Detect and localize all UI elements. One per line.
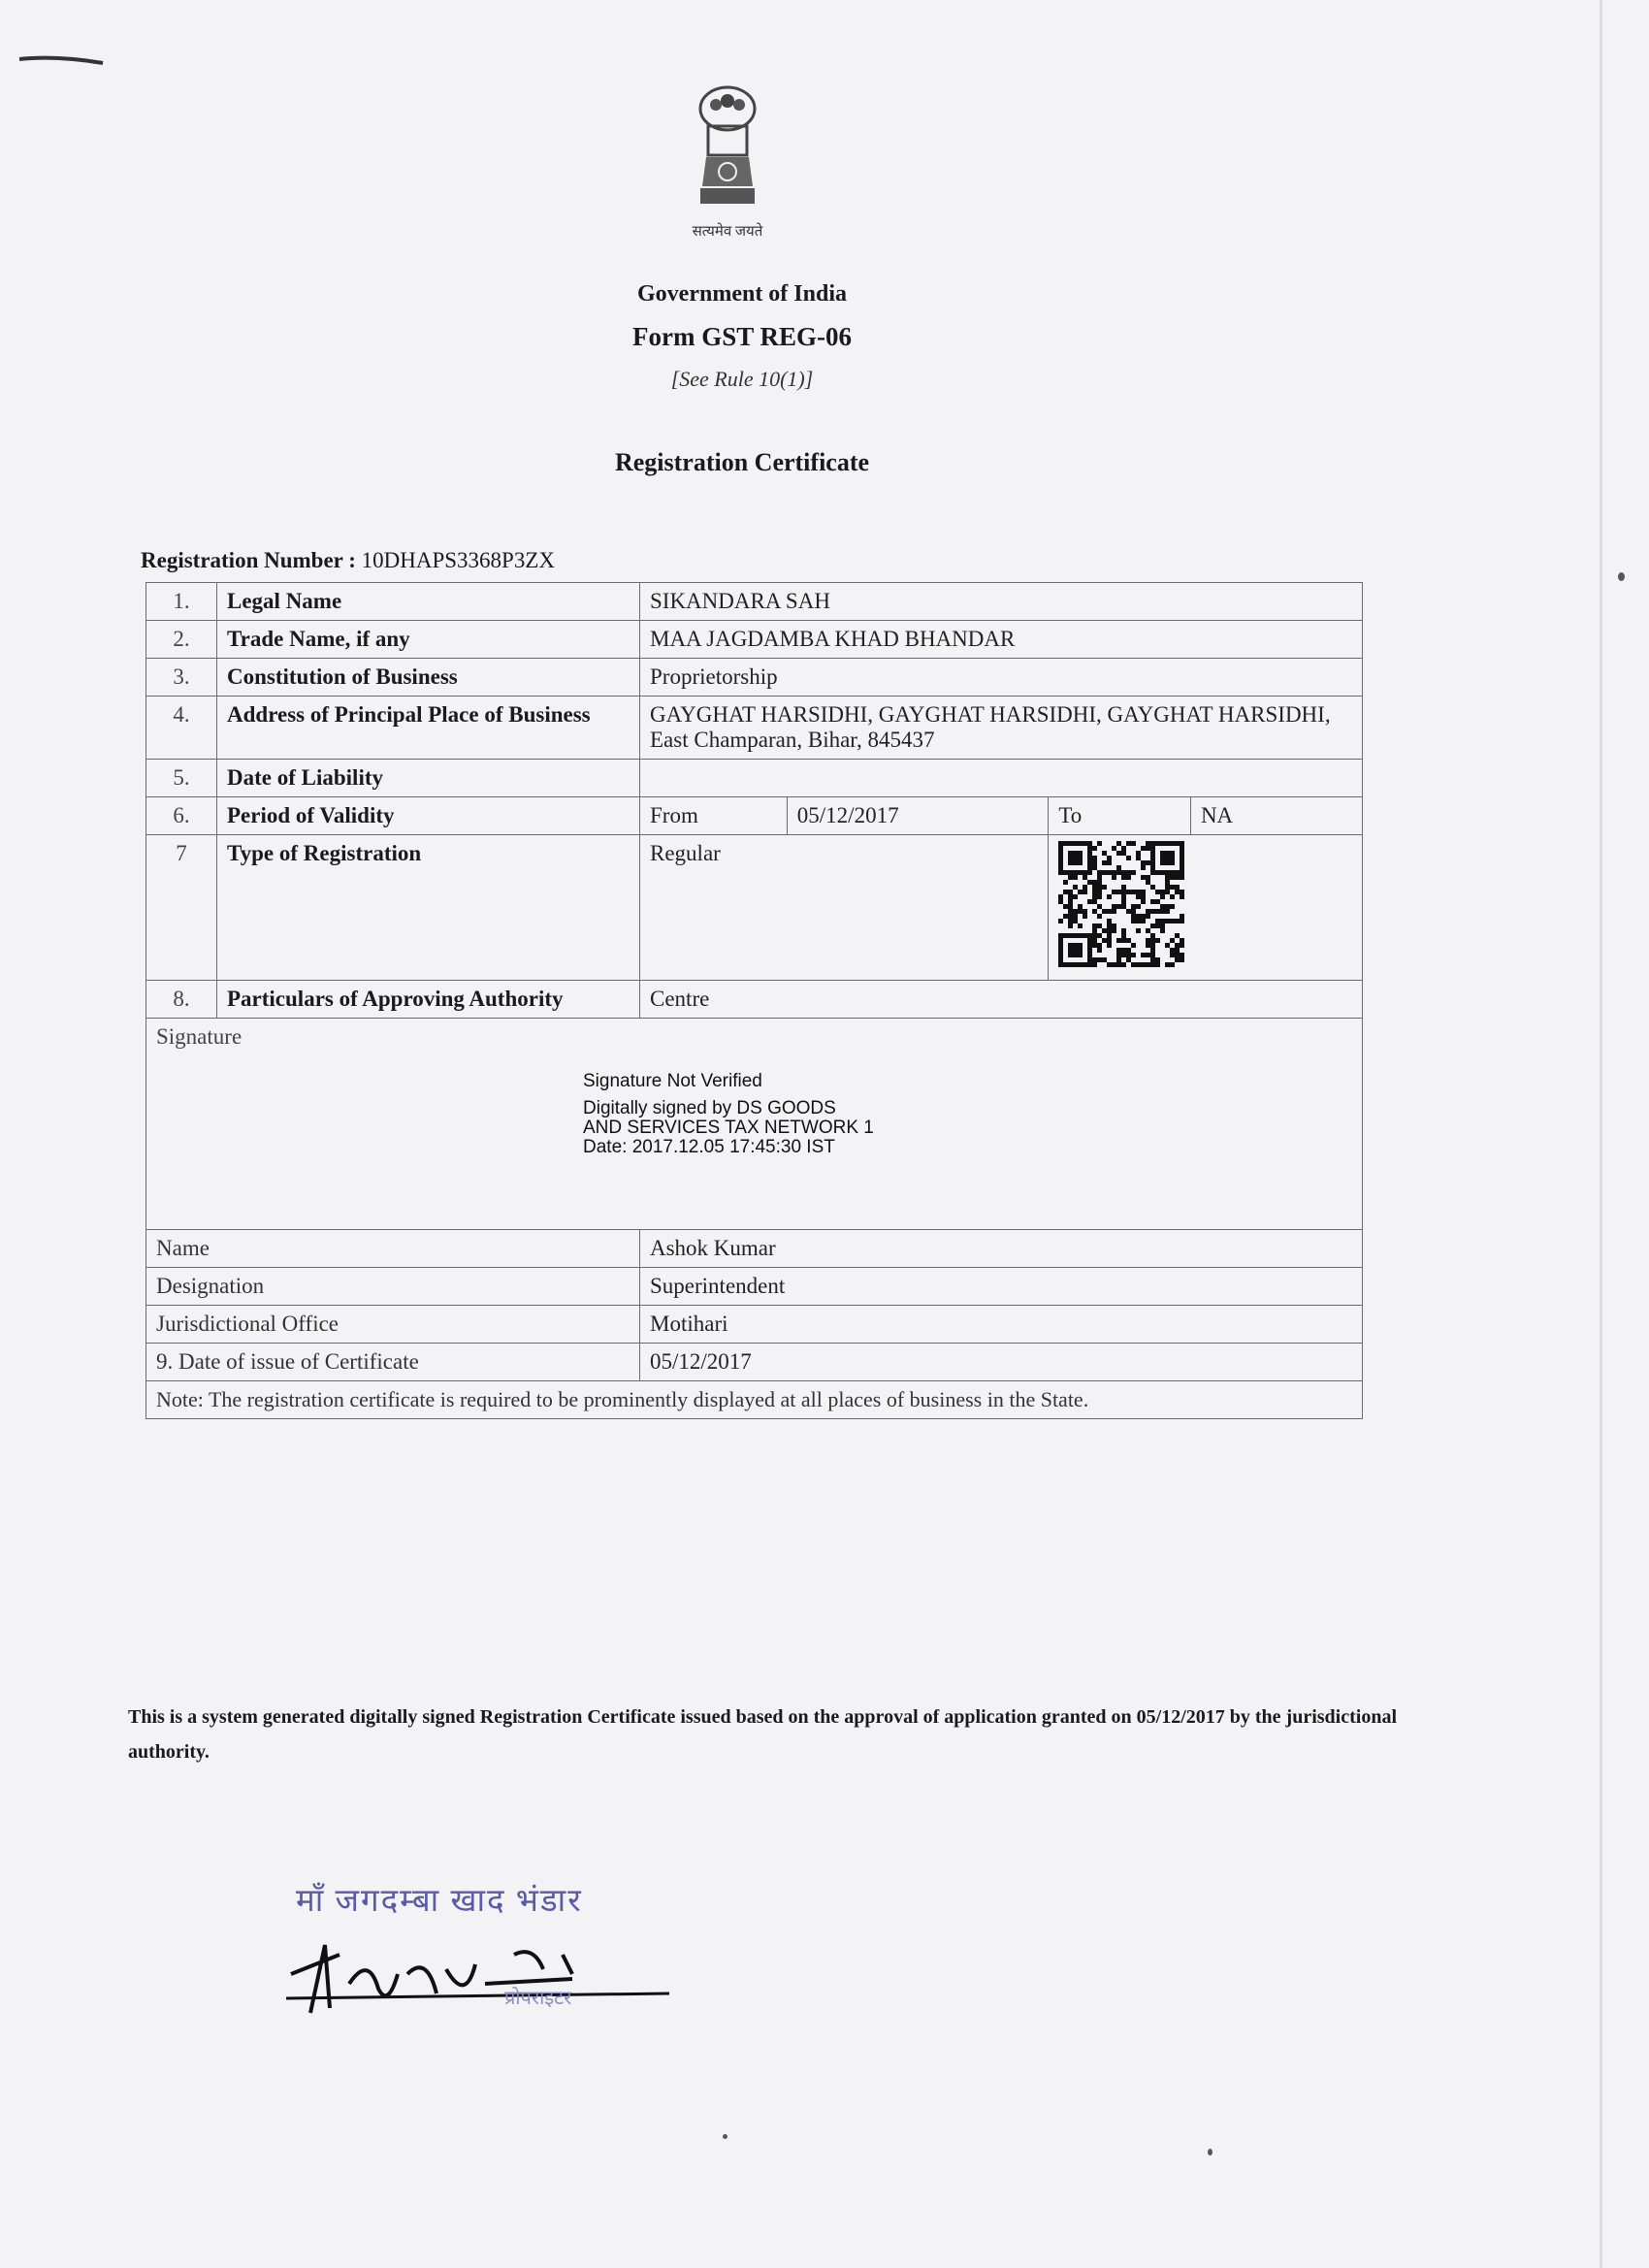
row-value: Centre: [640, 981, 1363, 1019]
table-row: [146, 760, 1363, 797]
row-value: Proprietorship: [640, 659, 1363, 697]
row-label: Date of Liability: [217, 760, 640, 797]
row-value: MAA JAGDAMBA KHAD BHANDAR: [640, 621, 1363, 659]
row-number: 5.: [146, 760, 217, 797]
row-label: Period of Validity: [217, 797, 640, 835]
shop-stamp: माँ जगदम्बा खाद भंडार: [296, 1884, 583, 1919]
registration-number-label: Registration Number :: [141, 548, 356, 572]
officer-value: Motihari: [640, 1306, 1363, 1344]
row-number: 4.: [146, 697, 217, 760]
row-label: Constitution of Business: [217, 659, 640, 697]
row-value: GAYGHAT HARSIDHI, GAYGHAT HARSIDHI, GAYGHAT HARSIDHI, East Champaran, Bihar, 845437: [640, 697, 1363, 760]
row-label: Trade Name, if any: [217, 621, 640, 659]
qr-code: [1058, 841, 1184, 967]
qr-cell: [1049, 835, 1363, 981]
scan-edge: [1600, 0, 1602, 2268]
page-title: Registration Certificate: [614, 448, 870, 476]
table-row: [146, 697, 1363, 760]
table-row: [146, 835, 1363, 981]
registration-number: [141, 548, 555, 573]
row-value: Regular: [640, 835, 1049, 981]
scan-speck: [723, 2134, 728, 2139]
table-row: [146, 1230, 1363, 1268]
footer-statement: This is a system generated digitally signed Registration Certificate issued based on the approval of application granted on 05/12/2017 by the jurisdictional authority.: [128, 1706, 1397, 1763]
registration-number-value: 10DHAPS3368P3ZX: [361, 548, 556, 572]
row-number: 6.: [146, 797, 217, 835]
certificate-table: [146, 582, 1363, 1419]
table-row: [146, 621, 1363, 659]
row-label: Address of Principal Place of Business: [217, 697, 640, 760]
validity-from-date: 05/12/2017: [787, 797, 1049, 835]
motto: सत्यमेव जयते: [692, 224, 763, 240]
officer-value: Ashok Kumar: [640, 1230, 1363, 1268]
rule-reference: [See Rule 10(1)]: [670, 367, 814, 391]
row-label: Particulars of Approving Authority: [217, 981, 640, 1019]
handwritten-signature: [281, 1916, 689, 2032]
officer-value: 05/12/2017: [640, 1344, 1363, 1381]
row-number: 1.: [146, 583, 217, 621]
government-heading: Government of India: [637, 281, 847, 307]
row-value: [640, 760, 1363, 797]
officer-label: Jurisdictional Office: [146, 1306, 640, 1344]
signature-signer: Digitally signed by DS GOODS: [583, 1098, 836, 1118]
table-row: [146, 981, 1363, 1019]
note-row: [146, 1381, 1363, 1419]
officer-label: Designation: [146, 1268, 640, 1306]
note: Note: The registration certificate is required to be prominently displayed at all places of business in the State.: [146, 1381, 1363, 1419]
row-value: SIKANDARA SAH: [640, 583, 1363, 621]
officer-label: Name: [146, 1230, 640, 1268]
digital-signature: [583, 1072, 874, 1157]
stamp-subtitle: प्रोपराइटर: [504, 1988, 572, 2009]
validity-from-label: From: [640, 797, 788, 835]
signature-row: [146, 1019, 1363, 1230]
signature-box: [146, 1019, 1363, 1230]
table-row: [146, 1306, 1363, 1344]
validity-to-label: To: [1049, 797, 1191, 835]
signature-date: Date: 2017.12.05 17:45:30 IST: [583, 1137, 835, 1157]
scan-mark: [17, 53, 105, 67]
signature-status: Signature Not Verified: [583, 1071, 762, 1091]
signature-signer-cont: AND SERVICES TAX NETWORK 1: [583, 1118, 874, 1138]
table-row: [146, 1268, 1363, 1306]
table-row: [146, 797, 1363, 835]
row-number: 2.: [146, 621, 217, 659]
row-label: Legal Name: [217, 583, 640, 621]
row-number: 3.: [146, 659, 217, 697]
officer-value: Superintendent: [640, 1268, 1363, 1306]
scan-speck: [1618, 572, 1625, 581]
scan-speck: [1208, 2149, 1212, 2155]
row-label: Type of Registration: [217, 835, 640, 981]
validity-to-date: NA: [1190, 797, 1362, 835]
officer-label: 9. Date of issue of Certificate: [146, 1344, 640, 1381]
table-row: [146, 1344, 1363, 1381]
table-row: [146, 583, 1363, 621]
table-row: [146, 659, 1363, 697]
row-number: 8.: [146, 981, 217, 1019]
signature-label: Signature: [156, 1024, 242, 1049]
form-heading: Form GST REG-06: [631, 322, 852, 351]
ashoka-emblem-icon: [679, 80, 776, 240]
row-number: 7: [146, 835, 217, 981]
